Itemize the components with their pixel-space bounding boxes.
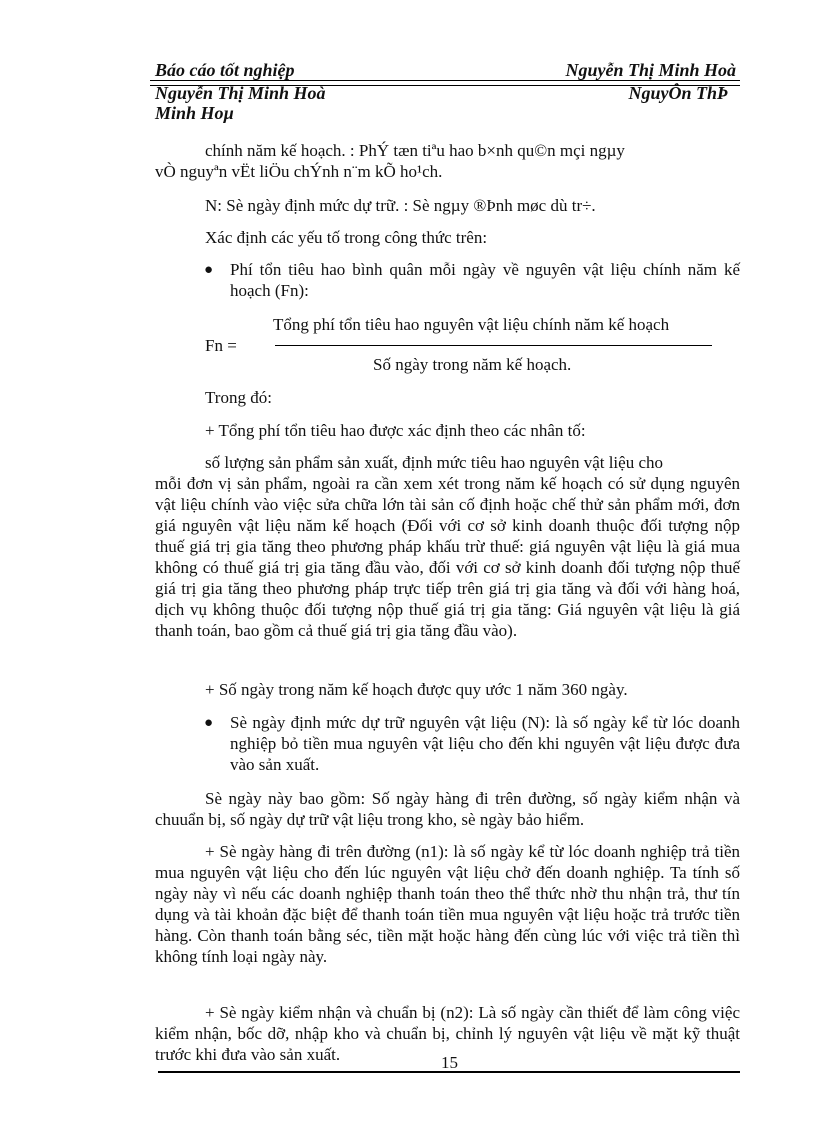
- paragraph-9: + Sè ngày hàng đi trên đường (n1): là số ngày kể từ lóc doanh nghiệp trả tiền mua nguyên vật liệu cho đến lúc nguyên vật liệu chở đến doanh nghiệp. Ta tính số ngày này vì nếu các doanh nghiệp thanh toán theo thể thức nhờ thu nhận trả, thư tín dụng và tài khoản đặc biệt để thanh toán tiền mua nguyên vật liệu hoặc trả trước tiền hàng. Còn thanh toán bằng séc, tiền mặt hoặc hàng đến cùng lúc với việc trả tiền thì không tính loại ngày này.: [155, 842, 740, 966]
- bullet-item-1: Phí tổn tiêu hao bình quân mỗi ngày về nguyên vật liệu chính năm kế hoạch (Fn):: [230, 260, 740, 300]
- footer-rule: [158, 1071, 740, 1073]
- paragraph-4: Trong đó:: [205, 388, 272, 407]
- formula-fraction-bar: [275, 345, 712, 346]
- header-rule-top: [150, 80, 740, 81]
- formula-lhs: Fn =: [205, 336, 237, 355]
- bullet-dot-2: ●: [204, 715, 214, 731]
- header-report-title: Báo cáo tốt nghiệp: [155, 60, 295, 80]
- bullet-dot-1: ●: [204, 262, 214, 278]
- paragraph-1-line-1: chính năm kế hoạch. : PhÝ tæn tiªu hao b×nh qu©n mçi ngµy: [205, 141, 625, 160]
- paragraph-8: Sè ngày này bao gồm: Số ngày hàng đi trên đường, số ngày kiểm nhận và chuuẩn bị, số ngày dự trữ vật liệu trong kho, sè ngày bảo hiểm.: [155, 789, 740, 829]
- header-rule-bottom: [150, 85, 740, 86]
- header-author-name-garbled: NguyÔn ThÞ: [628, 83, 728, 103]
- formula-denominator: Số ngày trong năm kế hoạch.: [373, 355, 572, 374]
- paragraph-6-first-line: số lượng sản phẩm sản xuất, định mức tiêu hao nguyên vật liệu cho: [205, 453, 663, 472]
- header-author-name-2: Nguyễn Thị Minh Hoà: [155, 83, 326, 103]
- paragraph-6: mỗi đơn vị sản phẩm, ngoài ra cần xem xét trong năm kế hoạch có sử dụng nguyên vật liệu chính vào việc sửa chữa lớn tài sản cố định hoặc chế thử sản phẩm mới, đơn giá nguyên vật liệu năm kế hoạch (Đối với cơ sở kinh doanh thuộc đối tượng nộp thuế giá trị gia tăng theo phương pháp khấu trừ thuế: giá nguyên vật liệu là giá mua không có thuế giá trị gia tăng đầu vào, đối với cơ sở kinh doanh đối tượng nộp thuế giá trị gia tăng theo phương pháp trực tiếp trên giá trị gia tăng và đối với hàng hoá, dịch vụ không thuộc đối tượng nộp thuế giá trị gia tăng: Giá nguyên vật liệu là giá thanh toán, bao gồm cả thuế giá trị gia tăng đầu vào).: [155, 474, 740, 640]
- formula-numerator: Tổng phí tổn tiêu hao nguyên vật liệu chính năm kế hoạch: [273, 315, 670, 334]
- paragraph-3: Xác định các yếu tố trong công thức trên:: [205, 228, 488, 247]
- bullet-item-2: Sè ngày định mức dự trữ nguyên vật liệu (N): là số ngày kể từ lóc doanh nghiệp bỏ tiền mua nguyên vật liệu cho đến khi nguyên vật liệu được đưa vào sản xuất.: [230, 713, 740, 774]
- page-number: 15: [441, 1053, 458, 1072]
- paragraph-2: N: Sè ngày định mức dự trữ. : Sè ngµy ®Þnh møc dù tr÷.: [205, 196, 596, 215]
- paragraph-5: + Tổng phí tổn tiêu hao được xác định theo các nhân tố:: [205, 421, 586, 440]
- paragraph-1-line-2: vÒ nguyªn vËt liÖu chÝnh n¨m kÕ ho¹ch.: [155, 162, 443, 181]
- header-author-name-garbled-2: Minh Hoµ: [155, 103, 234, 123]
- paragraph-10: + Sè ngày kiểm nhận và chuẩn bị (n2): Là số ngày cần thiết để làm công việc kiểm nhận, bốc dỡ, nhập kho và chuẩn bị, chỉnh lý nguyên vật liệu về mặt kỹ thuật trước khi đưa vào sản xuất.: [155, 1003, 740, 1064]
- paragraph-7: + Số ngày trong năm kế hoạch được quy ước 1 năm 360 ngày.: [205, 680, 628, 699]
- header-author-name: Nguyễn Thị Minh Hoà: [565, 60, 736, 80]
